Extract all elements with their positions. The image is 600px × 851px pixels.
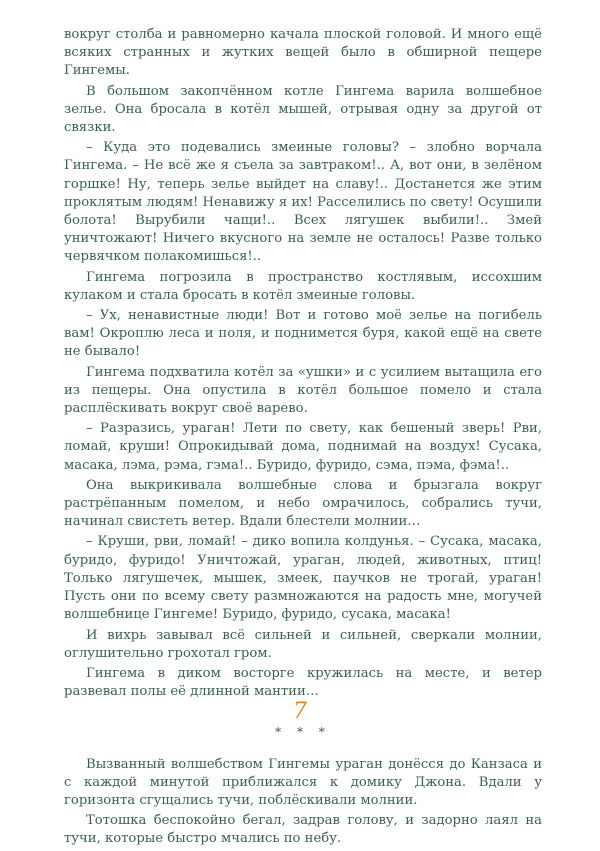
paragraph-3: – Куда это подевались змеиные головы? – злобно ворчала Гингема. – Не всё же я съела за завтраком!.. А, вот они, в зелёном горшке! Ну, теперь зелье выйдет на славу!.. Достанется же этим проклятым людям! Ненавижу я их! Расселились по свету! Осушили болота! Вырубили чащи!.. Всех лягушек выбили!.. Змей уничтожают! Ничего вкусного на земле не осталось! Разве только червячком полакомишься!..: [64, 140, 542, 265]
paragraph-5: – Ух, ненавистные люди! Вот и готово моё зелье на погибель вам! Окроплю леса и поля, и поднимется буря, какой ещё на свете не бывало!: [64, 308, 542, 360]
paragraph-6: Гингема подхватила котёл за «ушки» и с усилием вытащила его из пещеры. Она опустила в котёл большое помело и стала расплёскивать вокруг своё варево.: [64, 364, 542, 417]
paragraph-2: В большом закопчённом котле Гингема варила волшебное зелье. Она бросала в котёл мышей, отрывая одну за другой от связки.: [64, 83, 542, 136]
paragraph-11: Гингема в диком восторге кружилась на месте, и ветер развевал полы её длинной мантии…: [64, 665, 542, 700]
paragraph-9: – Круши, рви, ломай! – дико вопила колдунья. – Сусака, масака, буридо, фуридо! Уничтожай, ураган, людей, животных, птиц! Только лягушечек, мышек, змеек, паучков не трогай, ураган! Пусть они по всему свету размножаются на радость мне, могучей волшебнице Гингеме! Буридо, фуридо, сусака, масака!: [64, 534, 542, 623]
paragraph-4: Гингема погрозила в пространство костлявым, иссохшим кулаком и стала бросать в котёл змеиные головы.: [64, 269, 542, 303]
paragraph-12: Вызванный волшебством Гингемы ураган донёсся до Канзаса и с каждой минутой приближался к домику Джона. Вдали у горизонта сгущались тучи, поблёскивали молнии.: [64, 756, 542, 808]
page-number: 7: [293, 699, 307, 724]
paragraph-7: – Разразись, ураган! Лети по свету, как бешеный зверь! Рви, ломай, круши! Опрокидывай дома, поднимай на воздух! Сусака, масака, лэма, рэма, гэма!.. Буридо, фуридо, сэма, пэма, фэма!..: [64, 421, 542, 473]
paragraph-10: И вихрь завывал всё сильней и сильней, сверкали молнии, оглушительно грохотал гром.: [64, 627, 542, 661]
book-page: [64, 26, 542, 851]
paragraph-13: Тотошка беспокойно бегал, задрав голову, и задорно лаял на тучи, которые быстро мчались по небу.: [64, 813, 542, 847]
section-separator: * * *: [275, 725, 331, 740]
paragraph-8: Она выкрикивала волшебные слова и брызгала вокруг растрёпанным помелом, и небо омрачилось, собрались тучи, начинал свистеть ветер. Вдали блестели молнии…: [64, 477, 542, 530]
paragraph-1: вокруг столба и равномерно качала плоской головой. И много ещё всяких странных и жутких вещей было в обширной пещере Гингемы.: [64, 27, 542, 79]
